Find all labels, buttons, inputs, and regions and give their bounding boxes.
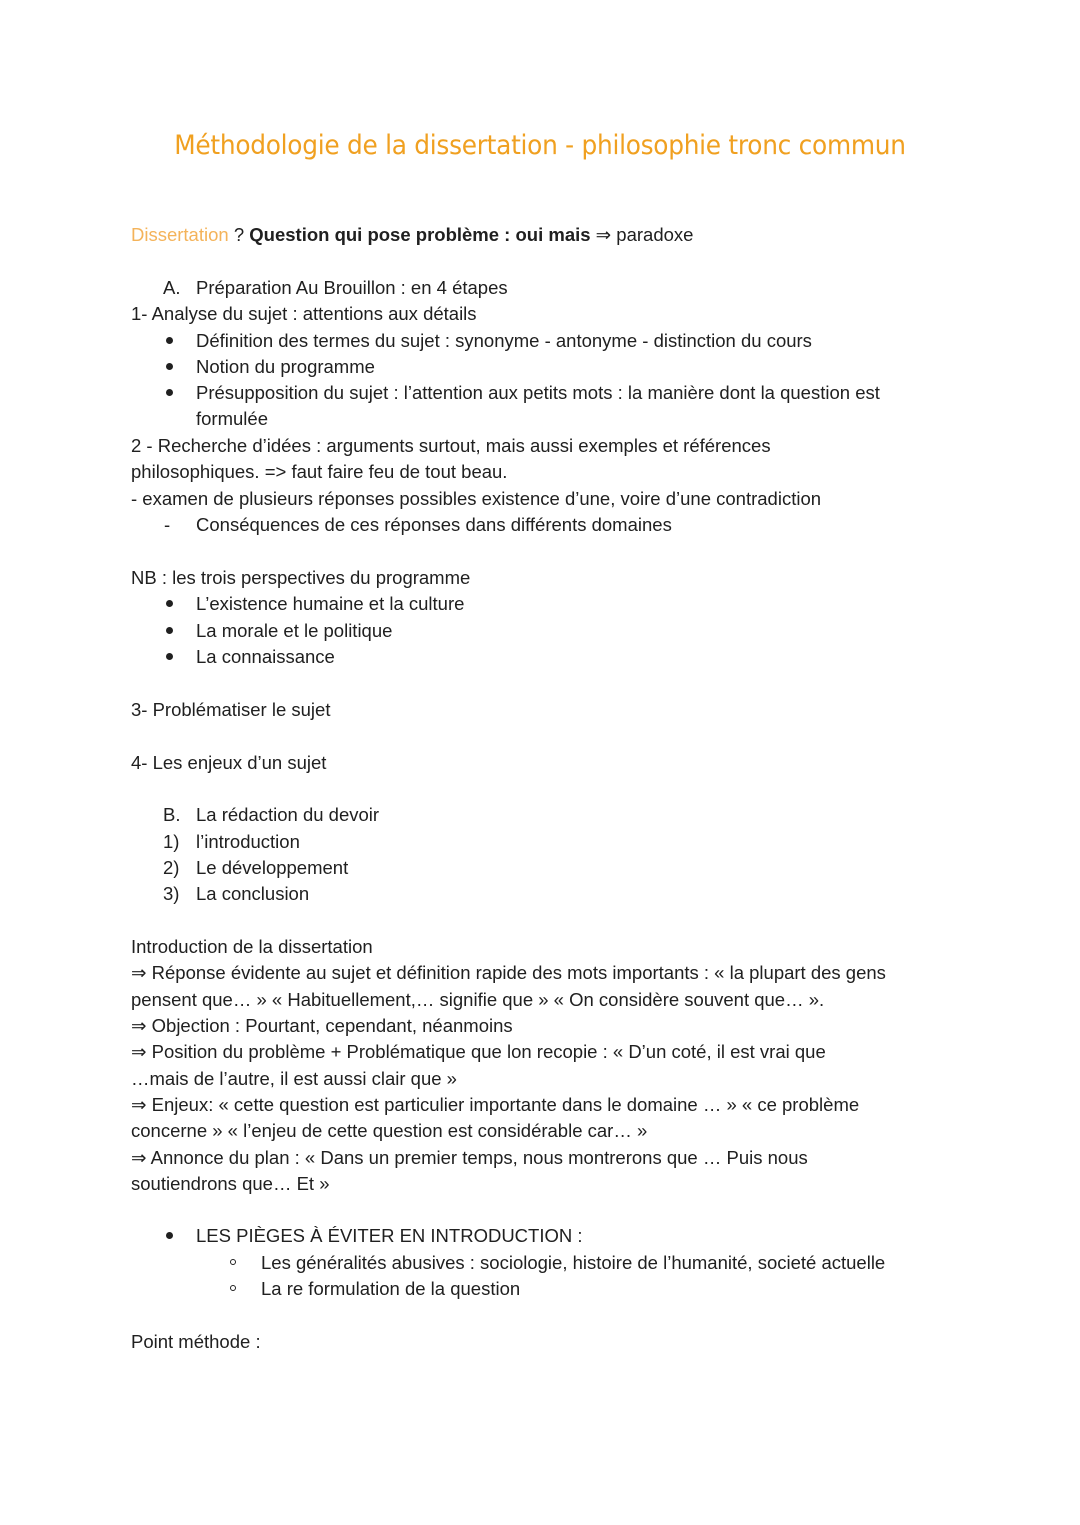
bullet-dot	[166, 389, 173, 396]
sub-bullet-circle	[230, 1259, 236, 1265]
step1-bullet: Présupposition du sujet : l’attention aux petits mots : la manière dont la question est	[196, 382, 880, 403]
step1-line: 1- Analyse du sujet : attentions aux détails	[131, 303, 477, 324]
section-b-item: l’introduction	[196, 831, 300, 852]
introduction-line: soutiendrons que… Et »	[131, 1173, 330, 1194]
section-b-num: 1)	[163, 831, 180, 852]
section-b-item: Le développement	[196, 857, 349, 878]
section-b-item: La conclusion	[196, 883, 310, 904]
dash-marker: -	[164, 514, 171, 535]
introduction-line: concerne » « l’enjeu de cette question est considérable car… »	[131, 1120, 648, 1141]
introduction-line: ⇒ Annonce du plan : « Dans un premier temps, nous montrerons que … Puis nous	[131, 1147, 808, 1168]
bullet-dot	[166, 627, 173, 634]
step2-line: - examen de plusieurs réponses possibles existence d’une, voire d’une contradiction	[131, 488, 822, 509]
bullet-dot	[166, 337, 173, 344]
pieges-item: Les généralités abusives : sociologie, histoire de l’humanité, societé actuelle	[261, 1252, 886, 1273]
step2-dash-item: Conséquences de ces réponses dans différents domaines	[196, 514, 672, 535]
introduction-heading: Introduction de la dissertation	[131, 936, 373, 957]
section-b-marker: B.	[163, 804, 181, 825]
nb-item: La morale et le politique	[196, 620, 393, 641]
introduction-line: pensent que… » « Habituellement,… signifie que » « On considère souvent que… ».	[131, 989, 825, 1010]
sub-bullet-circle	[230, 1285, 236, 1291]
step1-bullet: Définition des termes du sujet : synonyme - antonyme - distinction du cours	[196, 330, 812, 351]
point-methode: Point méthode :	[131, 1331, 261, 1352]
step4-line: 4- Les enjeux d’un sujet	[131, 752, 327, 773]
bullet-dot	[166, 600, 173, 607]
step3-line: 3- Problématiser le sujet	[131, 699, 331, 720]
introduction-line: ⇒ Réponse évidente au sujet et définition rapide des mots importants : « la plupart des gens	[131, 962, 886, 983]
section-b-num: 3)	[163, 883, 180, 904]
section-b-num: 2)	[163, 857, 180, 878]
dissertation-term: Dissertation	[131, 224, 229, 245]
step1-bullet: Notion du programme	[196, 356, 375, 377]
nb-item: La connaissance	[196, 646, 335, 667]
step2-line: philosophiques. => faut faire feu de tout beau.	[131, 461, 508, 482]
pieges-label: LES PIÈGES À ÉVITER EN INTRODUCTION :	[196, 1225, 583, 1246]
page-title: Méthodologie de la dissertation - philosophie tronc commun	[174, 130, 906, 161]
step1-bullet-continuation: formulée	[196, 408, 268, 429]
bullet-dot	[166, 1232, 173, 1239]
nb-item: L’existence humaine et la culture	[196, 593, 465, 614]
question-rest: ⇒ paradoxe	[590, 224, 694, 245]
pieges-item: La re formulation de la question	[261, 1278, 521, 1299]
bullet-dot	[166, 363, 173, 370]
bullet-dot	[166, 653, 173, 660]
introduction-line: ⇒ Enjeux: « cette question est particulier importante dans le domaine … » « ce problème	[131, 1094, 860, 1115]
intro-line	[131, 222, 693, 248]
introduction-line: ⇒ Objection : Pourtant, cependant, néanmoins	[131, 1015, 513, 1036]
section-a-label: Préparation Au Brouillon : en 4 étapes	[196, 277, 508, 298]
section-b-label: La rédaction du devoir	[196, 804, 380, 825]
question-bold: Question qui pose problème : oui mais	[249, 224, 591, 245]
introduction-line: …mais de l’autre, il est aussi clair que »	[131, 1068, 457, 1089]
nb-label: NB : les trois perspectives du programme	[131, 567, 471, 588]
step2-line: 2 - Recherche d’idées : arguments surtout, mais aussi exemples et références	[131, 435, 771, 456]
question-mark: ?	[228, 224, 250, 245]
introduction-line: ⇒ Position du problème + Problématique que lon recopie : « D’un coté, il est vrai que	[131, 1041, 826, 1062]
section-a-marker: A.	[163, 277, 181, 298]
